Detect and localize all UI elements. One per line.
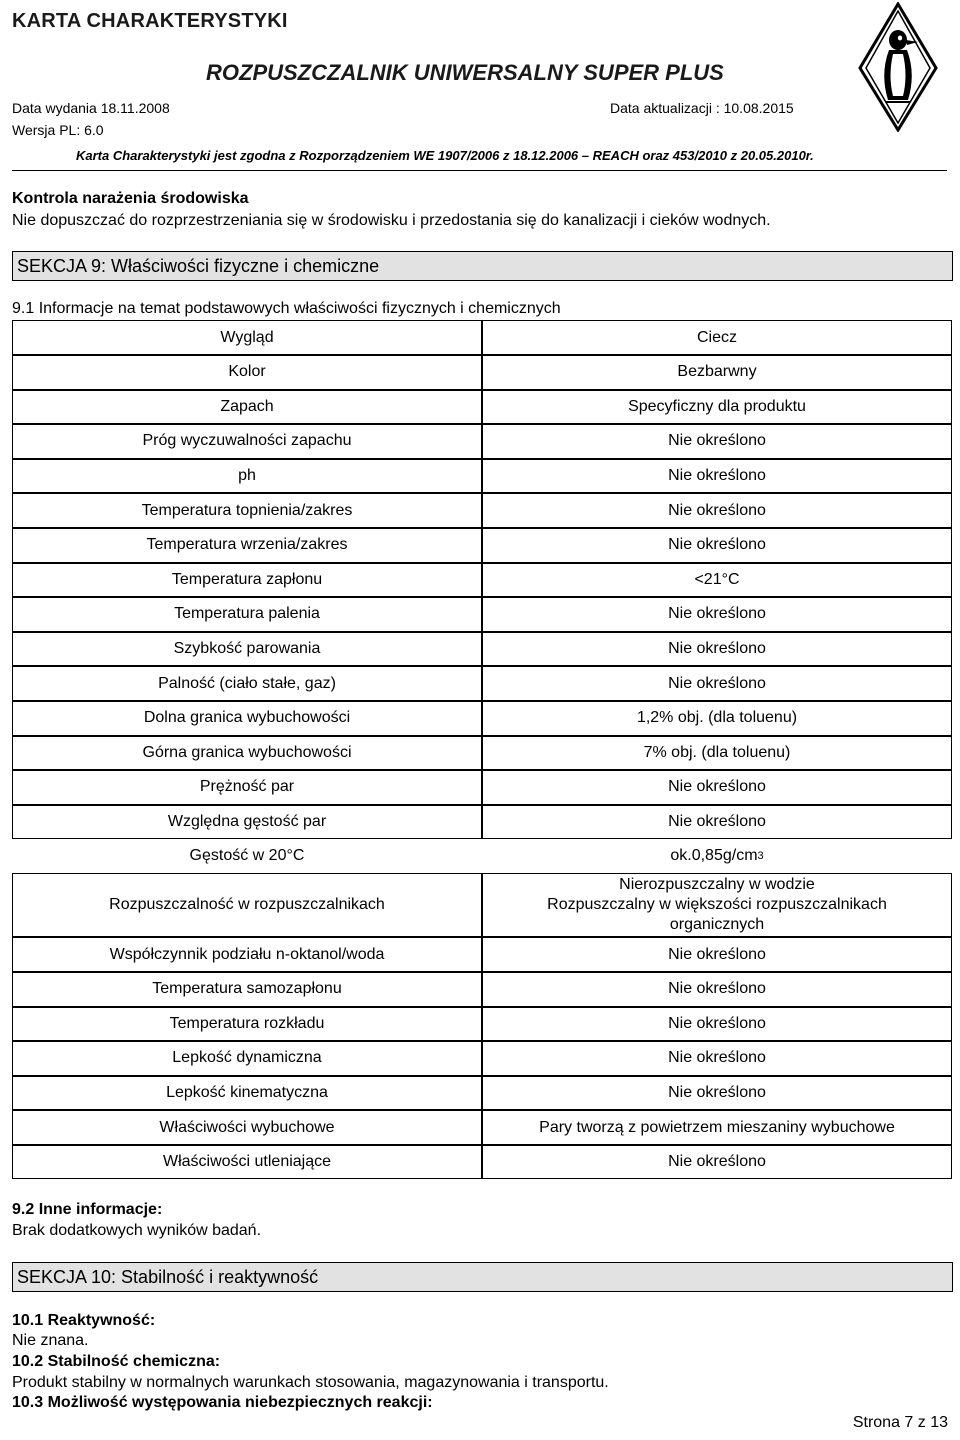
- property-value: Nie określono: [482, 805, 952, 840]
- table-row: [12, 1110, 952, 1145]
- property-value: [482, 839, 952, 873]
- property-label: Gęstość w 20°C: [189, 847, 305, 865]
- property-label: Wygląd: [12, 320, 482, 355]
- section-9-2-heading: 9.2 Inne informacje:: [12, 1201, 163, 1218]
- property-value: Nie określono: [482, 597, 952, 632]
- table-row: [12, 701, 952, 736]
- table-row: [12, 873, 952, 937]
- property-value: Nie określono: [482, 528, 952, 563]
- table-row: [12, 1145, 952, 1180]
- document-title: KARTA CHARAKTERYSTYKI: [12, 10, 288, 32]
- table-row: [12, 563, 952, 598]
- stability-text: Produkt stabilny w normalnych warunkach stosowania, magazynowania i transportu.: [12, 1374, 609, 1391]
- property-label: Temperatura topnienia/zakres: [12, 493, 482, 528]
- table-row: [12, 459, 952, 494]
- property-label: Lepkość dynamiczna: [12, 1041, 482, 1076]
- property-value: Nie określono: [482, 1041, 952, 1076]
- properties-table: [12, 320, 952, 1179]
- table-row: [12, 597, 952, 632]
- table-row: [12, 1007, 952, 1042]
- property-value: Ciecz: [482, 320, 952, 355]
- property-label: ph: [12, 459, 482, 494]
- property-value: Nie określono: [482, 666, 952, 701]
- property-label: Rozpuszczalność w rozpuszczalnikach: [12, 873, 482, 937]
- table-row: [12, 493, 952, 528]
- table-row: [12, 770, 952, 805]
- section-10-header: SEKCJA 10: Stabilność i reaktywność: [12, 1262, 953, 1292]
- property-value: Nie określono: [482, 424, 952, 459]
- property-value: Specyficzny dla produktu: [482, 390, 952, 425]
- table-row: [12, 1076, 952, 1111]
- solubility-line: Rozpuszczalny w większości rozpuszczalnikach: [547, 896, 887, 914]
- property-label: Współczynnik podziału n-oktanol/woda: [12, 937, 482, 972]
- solubility-line: Nierozpuszczalny w wodzie: [619, 876, 815, 894]
- property-value: Nie określono: [482, 937, 952, 972]
- section-9-header: SEKCJA 9: Właściwości fizyczne i chemiczne: [12, 251, 953, 281]
- property-label: Dolna granica wybuchowości: [12, 701, 482, 736]
- property-value: Bezbarwny: [482, 355, 952, 390]
- table-row: [12, 1041, 952, 1076]
- table-row: [12, 736, 952, 771]
- property-label: Prężność par: [12, 770, 482, 805]
- density-value: ok.0,85g/cm: [670, 847, 758, 865]
- property-label: Względna gęstość par: [12, 805, 482, 840]
- property-label: Właściwości utleniające: [12, 1145, 482, 1180]
- hazard-reactions-heading: 10.3 Możliwość występowania niebezpiecznych reakcji:: [12, 1394, 433, 1411]
- property-value: 7% obj. (dla toluenu): [482, 736, 952, 771]
- table-row: [12, 666, 952, 701]
- property-label: Właściwości wybuchowe: [12, 1110, 482, 1145]
- property-value: 1,2% obj. (dla toluenu): [482, 701, 952, 736]
- issue-date: Data wydania 18.11.2008: [12, 100, 170, 116]
- table-row: [12, 390, 952, 425]
- update-date: Data aktualizacji : 10.08.2015: [610, 100, 794, 116]
- property-label: Górna granica wybuchowości: [12, 736, 482, 771]
- solubility-line: organicznych: [669, 916, 765, 934]
- product-name: ROZPUSZCZALNIK UNIWERSALNY SUPER PLUS: [206, 60, 724, 85]
- property-label: Temperatura wrzenia/zakres: [12, 528, 482, 563]
- table-row: [12, 805, 952, 840]
- table-row: [12, 355, 952, 390]
- section-9-2-text: Brak dodatkowych wyników badań.: [12, 1222, 262, 1239]
- property-value: [482, 873, 952, 937]
- version: Wersja PL: 6.0: [12, 122, 104, 138]
- property-label: Temperatura rozkładu: [12, 1007, 482, 1042]
- table-row: [12, 839, 952, 873]
- property-label: Kolor: [12, 355, 482, 390]
- penguin-logo-icon: [858, 2, 938, 132]
- property-label: Lepkość kinematyczna: [12, 1076, 482, 1111]
- property-label: Temperatura palenia: [12, 597, 482, 632]
- property-label: Temperatura samozapłonu: [12, 972, 482, 1007]
- property-value: Nie określono: [482, 972, 952, 1007]
- stability-heading: 10.2 Stabilność chemiczna:: [12, 1353, 221, 1370]
- property-value: Nie określono: [482, 1076, 952, 1111]
- env-text: Nie dopuszczać do rozprzestrzeniania się w środowisku i przedostania się do kanalizacji i cieków wodnych.: [12, 212, 771, 229]
- property-label: Próg wyczuwalności zapachu: [12, 424, 482, 459]
- property-value: Nie określono: [482, 1007, 952, 1042]
- table-row: [12, 937, 952, 972]
- property-label: Zapach: [12, 390, 482, 425]
- table-row: [12, 972, 952, 1007]
- section-9-1-title: 9.1 Informacje na temat podstawowych właściwości fizycznych i chemicznych: [12, 300, 561, 317]
- table-row: [12, 528, 952, 563]
- property-label: Palność (ciało stałe, gaz): [12, 666, 482, 701]
- property-value: Nie określono: [482, 770, 952, 805]
- env-heading: Kontrola narażenia środowiska: [12, 190, 249, 207]
- property-value: <21°C: [482, 563, 952, 598]
- property-value: Nie określono: [482, 1145, 952, 1180]
- page-number: Strona 7 z 13: [852, 1414, 948, 1431]
- table-row: [12, 320, 952, 355]
- table-row: [12, 424, 952, 459]
- property-label: Temperatura zapłonu: [12, 563, 482, 598]
- regulation-note: Karta Charakterystyki jest zgodna z Rozporządzeniem WE 1907/2006 z 18.12.2006 – REACH oraz 453/2010 z 20.05.2010r.: [76, 148, 814, 163]
- property-value: Nie określono: [482, 493, 952, 528]
- property-value: Nie określono: [482, 459, 952, 494]
- density-unit-exponent: 3: [757, 850, 764, 863]
- table-row: [12, 632, 952, 667]
- reactivity-text: Nie znana.: [12, 1332, 89, 1349]
- property-value: Pary tworzą z powietrzem mieszaniny wybuchowe: [482, 1110, 952, 1145]
- property-label: Szybkość parowania: [12, 632, 482, 667]
- reactivity-heading: 10.1 Reaktywność:: [12, 1312, 156, 1329]
- property-value: Nie określono: [482, 632, 952, 667]
- header-divider: [12, 170, 947, 171]
